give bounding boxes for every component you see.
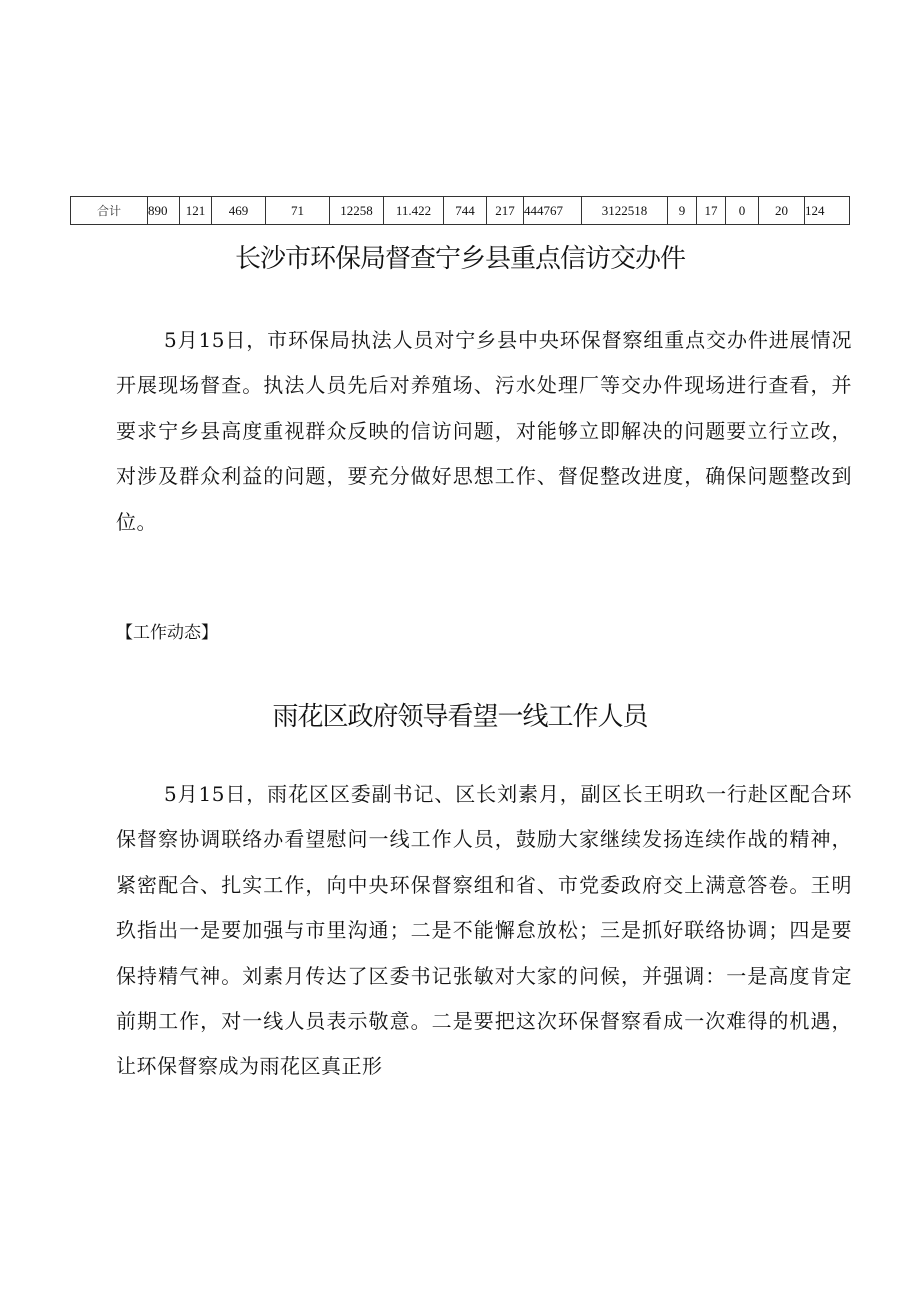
- table-cell: 20: [759, 197, 805, 225]
- table-cell: 744: [444, 197, 487, 225]
- table-cell: 124: [805, 197, 850, 225]
- article-title: 长沙市环保局督查宁乡县重点信访交办件: [234, 244, 685, 274]
- table-cell: 3122518: [582, 197, 668, 225]
- table-cell: 121: [180, 197, 212, 225]
- article-body: 5月15日，雨花区区委副书记、区长刘素月，副区长王明玖一行赴区配合环保督察协调联络办看望慰问一线工作人员，鼓励大家继续发扬连续作战的精神，紧密配合、扎实工作，向中央环保督察组和省、市党委政府交上满意答卷。王明玖指出一是要加强与市里沟通；二是不能懈怠放松；三是抓好联络协调；四是要保持精气神。刘素月传达了区委书记张敏对大家的问候，并强调：一是高度肯定前期工作，对一线人员表示敬意。二是要把这次环保督察看成一次难得的机遇，让环保督察成为雨花区真正形: [116, 782, 852, 1079]
- table-cell: 71: [266, 197, 330, 225]
- table-cell: 11.422: [384, 197, 444, 225]
- table-cell: 890: [148, 197, 180, 225]
- section-label: 【工作动态】: [116, 623, 218, 643]
- table-cell: 217: [487, 197, 524, 225]
- table-cell-total-label: 合计: [71, 197, 148, 225]
- table-cell: 12258: [330, 197, 384, 225]
- article-body: 5月15日，市环保局执法人员对宁乡县中央环保督察组重点交办件进展情况开展现场督查。执法人员先后对养殖场、污水处理厂等交办件现场进行查看，并要求宁乡县高度重视群众反映的信访问题，对能够立即解决的问题要立行立改，对涉及群众利益的问题，要充分做好思想工作、督促整改进度，确保问题整改到位。: [116, 328, 852, 534]
- table-cell: 0: [726, 197, 759, 225]
- table-cell: 9: [668, 197, 697, 225]
- table-cell: 17: [697, 197, 726, 225]
- table-cell: 444767: [524, 197, 582, 225]
- article-title: 雨花区政府领导看望一线工作人员: [272, 702, 648, 732]
- table-cell: 469: [212, 197, 266, 225]
- summary-table: [70, 196, 850, 225]
- table-row: [71, 197, 850, 225]
